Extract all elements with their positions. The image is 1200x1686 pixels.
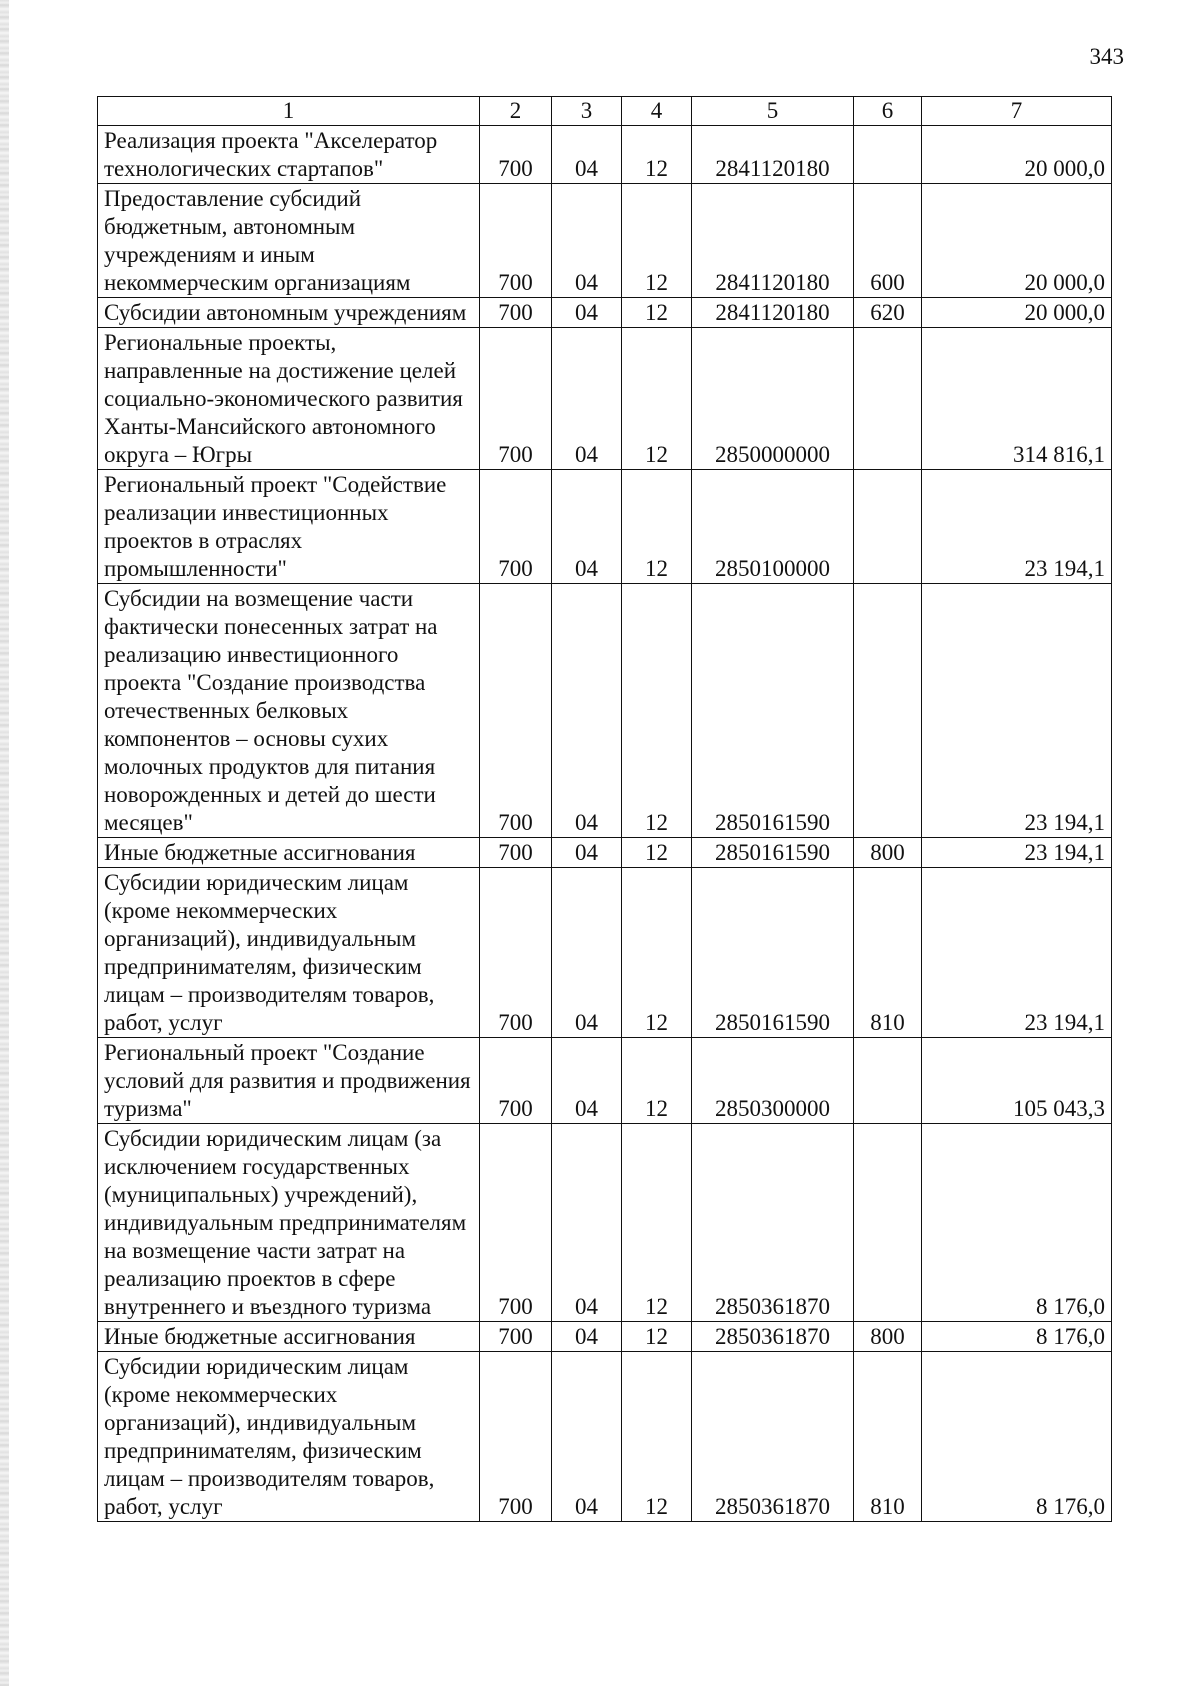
target-article-code: 2850361870 bbox=[692, 1124, 854, 1322]
table-row bbox=[98, 298, 1112, 328]
table-row bbox=[98, 584, 1112, 838]
target-article-code: 2850100000 bbox=[692, 470, 854, 584]
ministry-code: 700 bbox=[480, 298, 552, 328]
amount: 23 194,1 bbox=[922, 470, 1112, 584]
subsection-code: 12 bbox=[622, 1124, 692, 1322]
amount: 20 000,0 bbox=[922, 184, 1112, 298]
table-row bbox=[98, 126, 1112, 184]
row-description: Субсидии юридическим лицам (кроме некоммерческих организаций), индивидуальным предпринимателям, физическим лицам – производителям товаров, работ, услуг bbox=[98, 1352, 480, 1522]
subsection-code: 12 bbox=[622, 868, 692, 1038]
section-code: 04 bbox=[552, 1352, 622, 1522]
ministry-code: 700 bbox=[480, 328, 552, 470]
amount: 20 000,0 bbox=[922, 298, 1112, 328]
ministry-code: 700 bbox=[480, 184, 552, 298]
budget-table bbox=[97, 96, 1112, 1522]
row-description: Субсидии автономным учреждениям bbox=[98, 298, 480, 328]
column-number: 3 bbox=[552, 97, 622, 126]
ministry-code: 700 bbox=[480, 584, 552, 838]
amount: 314 816,1 bbox=[922, 328, 1112, 470]
section-code: 04 bbox=[552, 1124, 622, 1322]
target-article-code: 2850361870 bbox=[692, 1352, 854, 1522]
expense-type-code: 810 bbox=[854, 868, 922, 1038]
subsection-code: 12 bbox=[622, 1352, 692, 1522]
column-number-row bbox=[98, 97, 1112, 126]
target-article-code: 2841120180 bbox=[692, 298, 854, 328]
table-row bbox=[98, 838, 1112, 868]
amount: 20 000,0 bbox=[922, 126, 1112, 184]
expense-type-code: 800 bbox=[854, 838, 922, 868]
table-row bbox=[98, 1124, 1112, 1322]
section-code: 04 bbox=[552, 868, 622, 1038]
expense-type-code bbox=[854, 1124, 922, 1322]
amount: 23 194,1 bbox=[922, 584, 1112, 838]
subsection-code: 12 bbox=[622, 1322, 692, 1352]
section-code: 04 bbox=[552, 838, 622, 868]
subsection-code: 12 bbox=[622, 298, 692, 328]
table-row bbox=[98, 1322, 1112, 1352]
target-article-code: 2850000000 bbox=[692, 328, 854, 470]
ministry-code: 700 bbox=[480, 1352, 552, 1522]
ministry-code: 700 bbox=[480, 126, 552, 184]
section-code: 04 bbox=[552, 470, 622, 584]
section-code: 04 bbox=[552, 1322, 622, 1352]
row-description: Субсидии юридическим лицам (кроме некоммерческих организаций), индивидуальным предпринимателям, физическим лицам – производителям товаров, работ, услуг bbox=[98, 868, 480, 1038]
page-number: 343 bbox=[1089, 44, 1124, 69]
row-description: Иные бюджетные ассигнования bbox=[98, 838, 480, 868]
amount: 8 176,0 bbox=[922, 1124, 1112, 1322]
expense-type-code bbox=[854, 328, 922, 470]
target-article-code: 2850161590 bbox=[692, 838, 854, 868]
expense-type-code: 620 bbox=[854, 298, 922, 328]
ministry-code: 700 bbox=[480, 838, 552, 868]
table-row bbox=[98, 470, 1112, 584]
amount: 23 194,1 bbox=[922, 868, 1112, 1038]
section-code: 04 bbox=[552, 126, 622, 184]
column-number: 4 bbox=[622, 97, 692, 126]
row-description: Реализация проекта "Акселератор технологических стартапов" bbox=[98, 126, 480, 184]
column-number: 7 bbox=[922, 97, 1112, 126]
row-description: Иные бюджетные ассигнования bbox=[98, 1322, 480, 1352]
expense-type-code: 600 bbox=[854, 184, 922, 298]
column-number: 5 bbox=[692, 97, 854, 126]
subsection-code: 12 bbox=[622, 584, 692, 838]
column-number: 6 bbox=[854, 97, 922, 126]
ministry-code: 700 bbox=[480, 470, 552, 584]
table-row bbox=[98, 1352, 1112, 1522]
amount: 23 194,1 bbox=[922, 838, 1112, 868]
row-description: Субсидии на возмещение части фактически понесенных затрат на реализацию инвестиционного проекта "Создание производства отечественных белковых компонентов – основы сухих молочных продуктов для питания новорожденных и детей до шести месяцев" bbox=[98, 584, 480, 838]
section-code: 04 bbox=[552, 1038, 622, 1124]
target-article-code: 2850161590 bbox=[692, 868, 854, 1038]
table-row bbox=[98, 868, 1112, 1038]
amount: 105 043,3 bbox=[922, 1038, 1112, 1124]
row-description: Региональный проект "Содействие реализации инвестиционных проектов в отраслях промышленности" bbox=[98, 470, 480, 584]
column-number: 1 bbox=[98, 97, 480, 126]
row-description: Предоставление субсидий бюджетным, автономным учреждениям и иным некоммерческим организациям bbox=[98, 184, 480, 298]
expense-type-code: 810 bbox=[854, 1352, 922, 1522]
expense-type-code bbox=[854, 1038, 922, 1124]
ministry-code: 700 bbox=[480, 1322, 552, 1352]
section-code: 04 bbox=[552, 184, 622, 298]
table-row bbox=[98, 328, 1112, 470]
ministry-code: 700 bbox=[480, 1038, 552, 1124]
table-row bbox=[98, 1038, 1112, 1124]
subsection-code: 12 bbox=[622, 838, 692, 868]
subsection-code: 12 bbox=[622, 184, 692, 298]
subsection-code: 12 bbox=[622, 470, 692, 584]
target-article-code: 2841120180 bbox=[692, 184, 854, 298]
expense-type-code bbox=[854, 126, 922, 184]
target-article-code: 2850361870 bbox=[692, 1322, 854, 1352]
target-article-code: 2850161590 bbox=[692, 584, 854, 838]
section-code: 04 bbox=[552, 584, 622, 838]
row-description: Субсидии юридическим лицам (за исключением государственных (муниципальных) учреждений), индивидуальным предпринимателям на возмещение части затрат на реализацию проектов в сфере внутреннего и въездного туризма bbox=[98, 1124, 480, 1322]
subsection-code: 12 bbox=[622, 328, 692, 470]
section-code: 04 bbox=[552, 328, 622, 470]
section-code: 04 bbox=[552, 298, 622, 328]
amount: 8 176,0 bbox=[922, 1322, 1112, 1352]
scan-edge bbox=[0, 0, 9, 1686]
expense-type-code bbox=[854, 584, 922, 838]
expense-type-code: 800 bbox=[854, 1322, 922, 1352]
amount: 8 176,0 bbox=[922, 1352, 1112, 1522]
subsection-code: 12 bbox=[622, 1038, 692, 1124]
row-description: Региональные проекты, направленные на достижение целей социально-экономического развития Ханты-Мансийского автономного округа – Югры bbox=[98, 328, 480, 470]
table-row bbox=[98, 184, 1112, 298]
row-description: Региональный проект "Создание условий для развития и продвижения туризма" bbox=[98, 1038, 480, 1124]
expense-type-code bbox=[854, 470, 922, 584]
target-article-code: 2841120180 bbox=[692, 126, 854, 184]
target-article-code: 2850300000 bbox=[692, 1038, 854, 1124]
ministry-code: 700 bbox=[480, 868, 552, 1038]
column-number: 2 bbox=[480, 97, 552, 126]
ministry-code: 700 bbox=[480, 1124, 552, 1322]
subsection-code: 12 bbox=[622, 126, 692, 184]
